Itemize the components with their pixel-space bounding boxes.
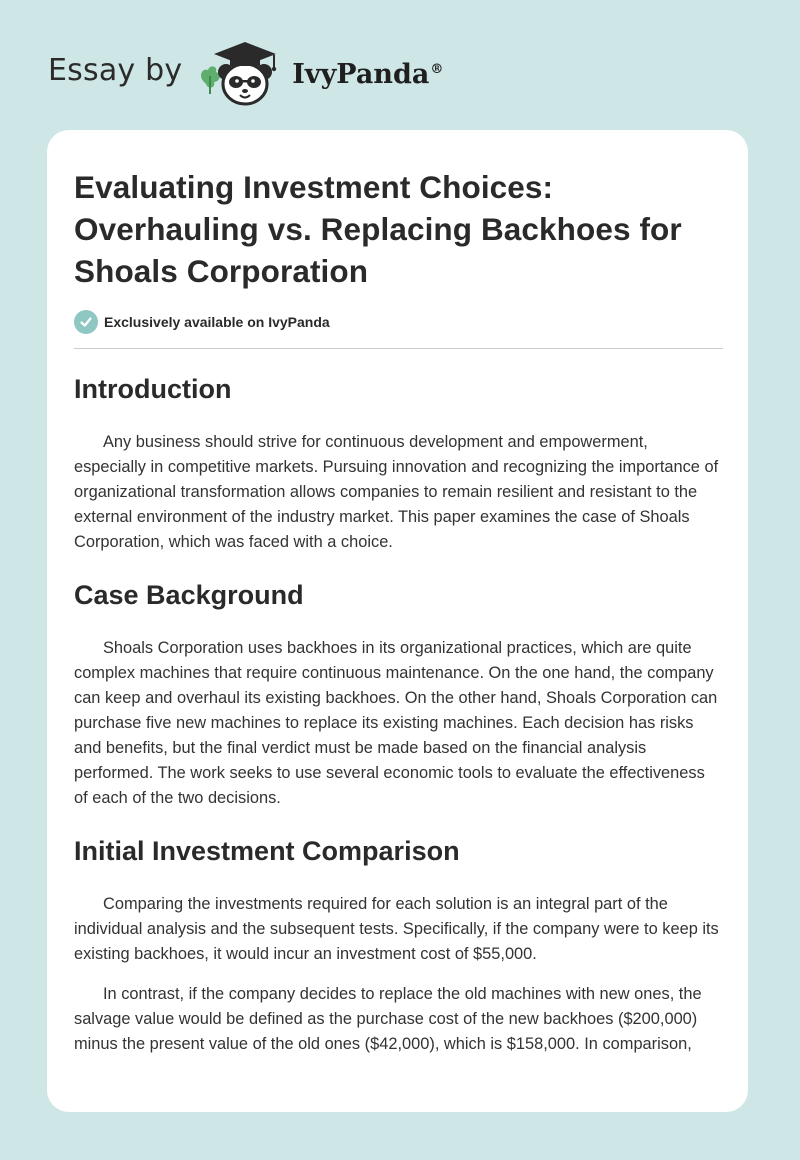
brand-name: IvyPanda bbox=[292, 58, 430, 90]
brand-wordmark[interactable] bbox=[292, 59, 443, 90]
section-heading: Case Background bbox=[74, 580, 304, 610]
registered-mark: ® bbox=[430, 61, 444, 77]
paragraph: Shoals Corporation uses backhoes in its organizational practices, which are quite complex machines that require continuous maintenance. On the one hand, the company can keep and overhaul its existing backhoes. On the other hand, Shoals Corporation can purchase five new machines to replace its existing machines. Each decision has risks and benefits, but the final verdict must be made based on the financial analysis performed. The work seeks to use several economic tools to evaluate the effectiveness of each of the two decisions. bbox=[74, 639, 718, 807]
checkmark-icon bbox=[79, 315, 93, 329]
title-divider bbox=[74, 348, 723, 349]
exclusive-badge-label: Exclusively available on IvyPanda bbox=[104, 314, 330, 330]
section-case-background bbox=[74, 578, 721, 811]
section-introduction bbox=[74, 372, 721, 555]
section-heading: Introduction bbox=[74, 374, 232, 404]
page-title: Evaluating Investment Choices: Overhauling vs. Replacing Backhoes for Shoals Corporation bbox=[74, 169, 682, 289]
exclusive-badge bbox=[74, 310, 721, 334]
site-header bbox=[48, 38, 443, 108]
essay-card bbox=[47, 130, 748, 1112]
paragraph: Any business should strive for continuous development and empowerment, especially in competitive markets. Pursuing innovation and recognizing the importance of organizational transformation allows companies to remain resilient and resistant to the external environment of the industry market. This paper examines the case of Shoals Corporation, which was faced with a choice. bbox=[74, 433, 719, 551]
essay-by-label: Essay by bbox=[48, 52, 183, 88]
paragraph: Comparing the investments required for each solution is an integral part of the individual analysis and the subsequent tests. Specifically, if the company were to keep its existing backhoes, it would incur an investment cost of $55,000. bbox=[74, 895, 719, 963]
section-initial-investment-comparison bbox=[74, 834, 721, 1057]
paragraph: In contrast, if the company decides to replace the old machines with new ones, the salvage value would be defined as the purchase cost of the new backhoes ($200,000) minus the present value of the old ones ($42,000), which is $158,000. In comparison, bbox=[74, 985, 702, 1053]
section-heading: Initial Investment Comparison bbox=[74, 836, 460, 866]
panda-graduation-cap-icon bbox=[196, 38, 288, 108]
checkmark-circle-icon bbox=[74, 310, 98, 334]
